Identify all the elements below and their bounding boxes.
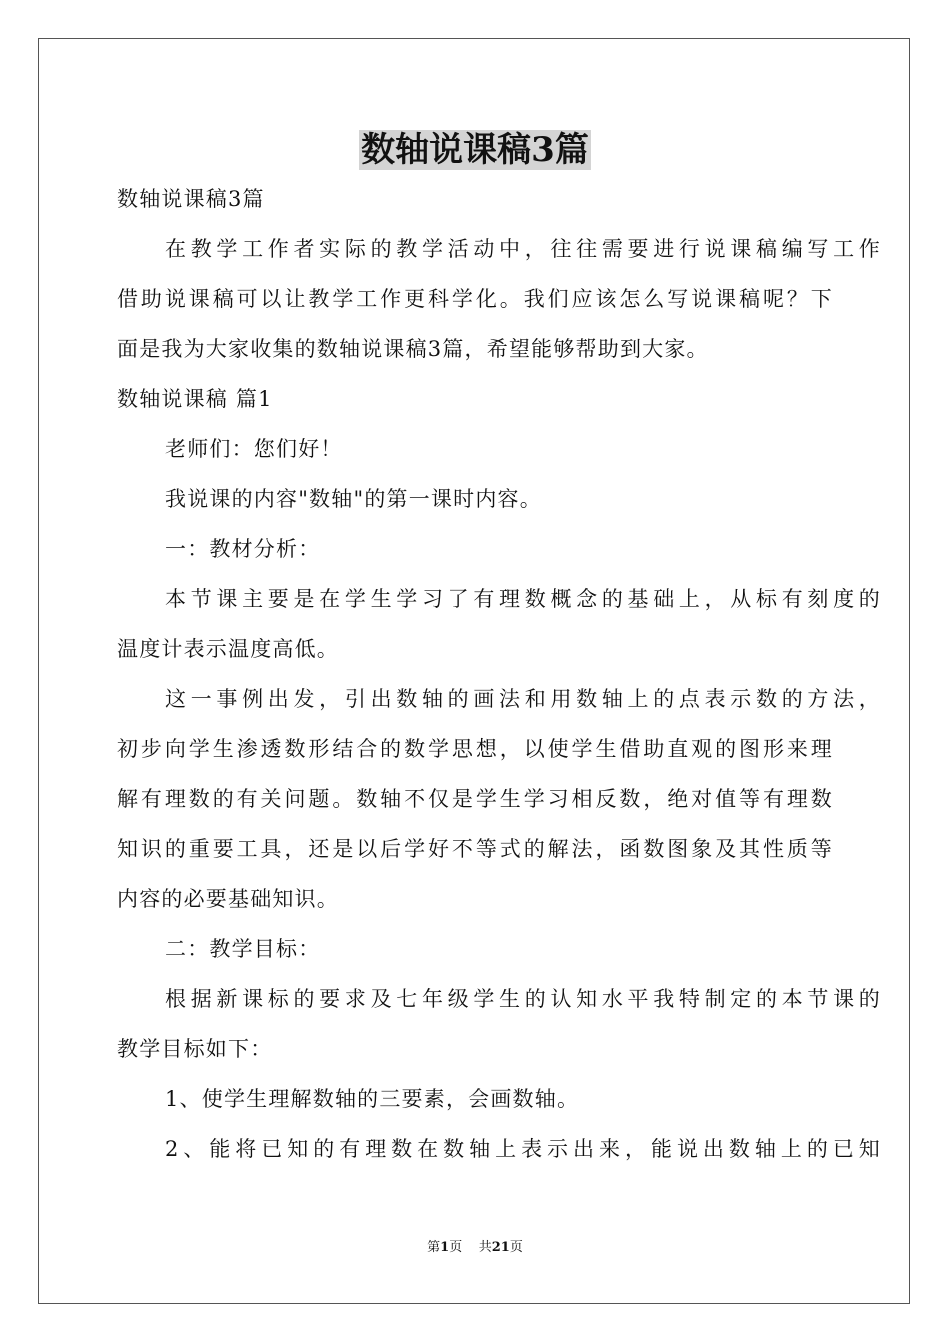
body-line: 内容的必要基础知识。 bbox=[117, 887, 339, 911]
page-footer bbox=[0, 1238, 950, 1258]
body-line: 1、使学生理解数轴的三要素，会画数轴。 bbox=[165, 1087, 580, 1111]
body-line: 解有理数的有关问题。数轴不仅是学生学习相反数，绝对值等有理数 bbox=[117, 787, 833, 811]
body-line: 知识的重要工具，还是以后学好不等式的解法，函数图象及其性质等 bbox=[117, 837, 833, 861]
page-border bbox=[38, 38, 910, 1304]
body-line: 数轴说课稿3篇 bbox=[117, 187, 265, 211]
body-line: 教学目标如下： bbox=[117, 1037, 273, 1061]
footer-page-suffix: 页 bbox=[449, 1240, 463, 1255]
body-line: 在教学工作者实际的教学活动中，往往需要进行说课稿编写工作 bbox=[165, 237, 881, 261]
body-line: 初步向学生渗透数形结合的数学思想，以使学生借助直观的图形来理 bbox=[117, 737, 833, 761]
body-line: 面是我为大家收集的数轴说课稿3篇，希望能够帮助到大家。 bbox=[117, 337, 709, 361]
body-line: 根据新课标的要求及七年级学生的认知水平我特制定的本节课的 bbox=[165, 987, 881, 1011]
body-line: 2、能将已知的有理数在数轴上表示出来，能说出数轴上的已知 bbox=[165, 1137, 881, 1161]
body-line: 温度计表示温度高低。 bbox=[117, 637, 339, 661]
footer-total-pages: 21 bbox=[491, 1240, 510, 1255]
body-line: 本节课主要是在学生学习了有理数概念的基础上，从标有刻度的 bbox=[165, 587, 881, 611]
document-title-text: 数轴说课稿3篇 bbox=[361, 130, 589, 170]
body-line: 一：教材分析： bbox=[165, 537, 321, 561]
section-heading: 数轴说课稿 篇1 bbox=[117, 387, 273, 411]
footer-page-prefix: 第 bbox=[427, 1240, 441, 1255]
body-line: 二：教学目标： bbox=[165, 937, 321, 961]
footer-total-suffix: 页 bbox=[509, 1240, 523, 1255]
footer-page-number: 1 bbox=[440, 1240, 450, 1255]
document-title bbox=[0, 126, 950, 174]
body-line: 借助说课稿可以让教学工作更科学化。我们应该怎么写说课稿呢？下 bbox=[117, 287, 833, 311]
body-line: 老师们：您们好！ bbox=[165, 437, 343, 461]
footer-total-prefix: 共 bbox=[478, 1240, 492, 1255]
body-line: 这一事例出发，引出数轴的画法和用数轴上的点表示数的方法， bbox=[165, 687, 881, 711]
body-line: 我说课的内容"数轴"的第一课时内容。 bbox=[165, 487, 542, 511]
